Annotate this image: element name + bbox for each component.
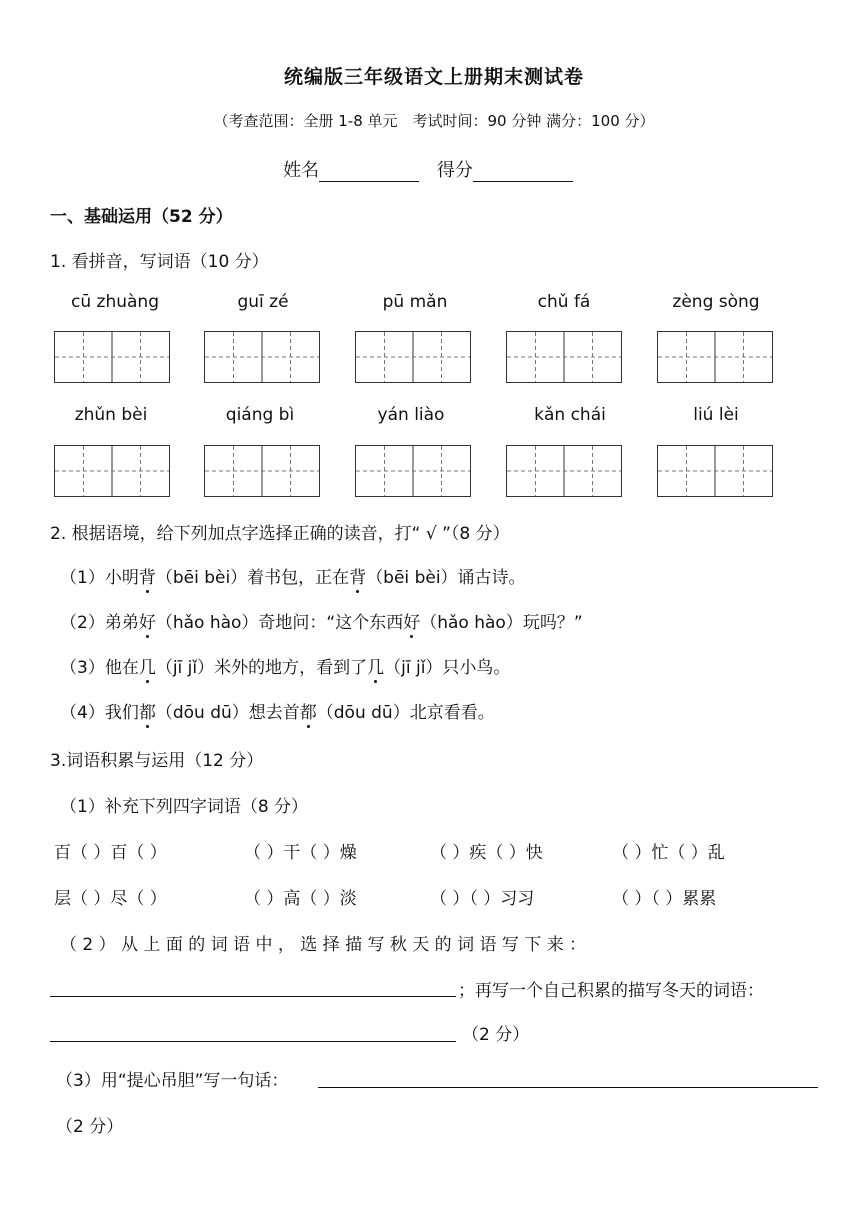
pinyin-label: zhǔn bèi [74,405,148,425]
page-title: 统编版三年级语文上册期末测试卷 [283,66,584,88]
idiom-fill[interactable]: （ ）疾（ ）快 [430,843,543,863]
dotted-char: 都 [138,703,156,723]
idiom-fill[interactable]: （ ）高（ ）淡 [244,889,357,909]
dotted-char: 背 [349,568,367,588]
item-text[interactable]: （hǎo hào）玩吗？” [420,613,583,633]
pinyin-label: guī zé [237,292,289,312]
writing-grid[interactable] [204,445,320,497]
pinyin-label: yán liào [377,405,445,425]
item-number: （3） [60,658,105,678]
question-2-item [60,608,583,633]
dotted-char: 都 [299,703,317,723]
question-3-3-heading: （3）用“提心吊胆”写一句话： [56,1071,289,1091]
points-label: （2 分） [56,1117,124,1137]
question-3-1-heading: （1）补充下列四字词语（8 分） [60,797,309,817]
dotted-char: 几 [367,658,385,678]
idiom-fill[interactable]: 百（ ）百（ ） [54,843,167,863]
dotted-char: 好 [403,613,421,633]
item-text: 弟弟 [104,613,139,633]
idiom-fill[interactable]: （ ）（ ）累累 [612,889,717,909]
item-text: 小明 [104,568,139,588]
idiom-fill[interactable]: 层（ ）尽（ ） [54,889,167,909]
idiom-fill[interactable]: （ ）（ ）习习 [430,889,535,909]
points-label: （2 分） [462,1025,530,1045]
pinyin-label: kǎn chái [534,405,606,425]
writing-grid[interactable] [204,331,320,383]
question-2-item [60,563,526,588]
question-2-item [60,653,510,678]
exam-info: （考查范围：全册 1-8 单元 考试时间：90 分钟 满分：100 分） [213,112,655,130]
item-text[interactable]: （bēi bèi）着书包，正在 [155,568,350,588]
dotted-char: 好 [138,613,156,633]
name-label: 姓名 [283,160,320,181]
name-blank[interactable] [319,163,419,182]
pinyin-label: chǔ fá [537,292,591,312]
question-3-heading: 3.词语积累与运用（12 分） [50,751,264,771]
item-text[interactable]: （hǎo hào）奇地问：“这个东西 [155,613,404,633]
score-label: 得分 [436,160,473,181]
writing-grid[interactable] [506,331,622,383]
dotted-char: 几 [138,658,156,678]
pinyin-label: qiáng bì [225,405,295,425]
item-number: （2） [60,613,105,633]
item-number: （1） [60,568,105,588]
writing-grid[interactable] [657,445,773,497]
writing-grid[interactable] [355,331,471,383]
pinyin-label: liú lèi [693,405,739,425]
pinyin-label: cū zhuàng [71,292,159,312]
item-text[interactable]: （jī jǐ）米外的地方，看到了 [155,658,368,678]
item-text[interactable]: （dōu dū）北京看看。 [316,703,495,723]
idiom-fill[interactable]: （ ）干（ ）燥 [244,843,357,863]
item-text[interactable]: （jī jǐ）只小鸟。 [384,658,511,678]
question-3-2-text: ；再写一个自己积累的描写冬天的词语： [458,981,764,1001]
writing-grid[interactable] [355,445,471,497]
item-text[interactable]: （bēi bèi）诵古诗。 [366,568,526,588]
idiom-fill[interactable]: （ ）忙（ ）乱 [612,843,725,863]
section-heading: 一、基础运用（52 分） [50,207,233,227]
item-number: （4） [60,703,105,723]
writing-grid[interactable] [657,331,773,383]
question-2-item [60,698,495,723]
answer-line[interactable] [50,995,456,997]
pinyin-label: zèng sòng [672,292,760,312]
score-blank[interactable] [473,163,573,182]
name-score-line [0,156,868,182]
question-1-heading: 1. 看拼音，写词语（10 分） [50,252,269,272]
writing-grid[interactable] [54,445,170,497]
item-text: 他在 [104,658,139,678]
question-2-heading: 2. 根据语境，给下列加点字选择正确的读音，打“ √ ”（8 分） [50,524,510,544]
pinyin-label: pū mǎn [382,292,448,312]
answer-line[interactable] [318,1086,818,1088]
question-3-2-heading: （ 2 ） 从 上 面 的 词 语 中 ， 选 择 描 写 秋 天 的 词 语 写 下 来 ： [60,935,587,955]
answer-line[interactable] [50,1040,456,1042]
writing-grid[interactable] [506,445,622,497]
item-text[interactable]: （dōu dū）想去首 [155,703,300,723]
dotted-char: 背 [138,568,156,588]
writing-grid[interactable] [54,331,170,383]
item-text: 我们 [104,703,139,723]
